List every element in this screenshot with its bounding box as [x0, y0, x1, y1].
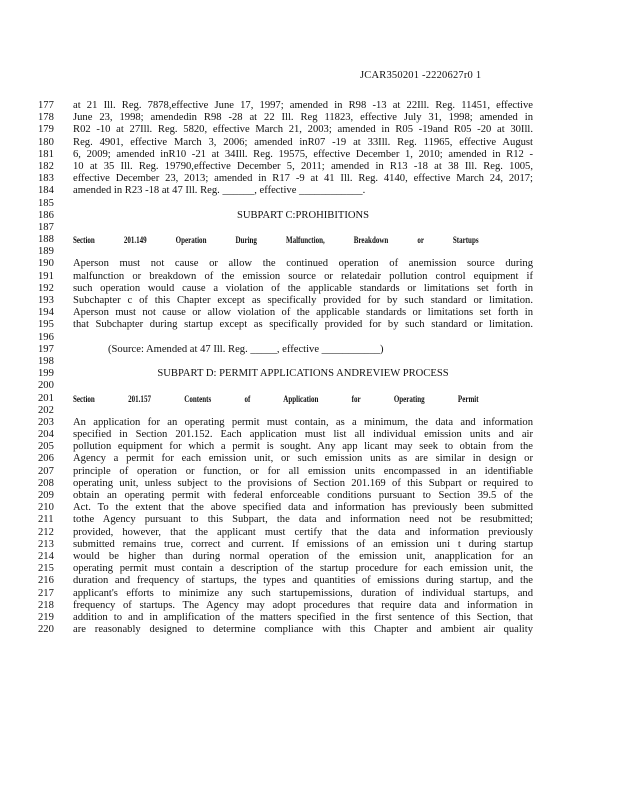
- document-line: [0, 307, 618, 319]
- line-number: 216: [38, 575, 54, 587]
- line-number: 198: [38, 355, 54, 367]
- line-number: 196: [38, 331, 54, 343]
- document-line: [0, 137, 618, 149]
- subpart-heading: SUBPART C:PROHIBITIONS: [236, 209, 370, 221]
- line-number: 206: [38, 453, 54, 465]
- line-number: 200: [38, 380, 54, 392]
- document-line: [0, 453, 618, 465]
- document-line: [0, 502, 618, 514]
- line-text: duration and frequency of startups, the types and quantities of emissions during startup, and the: [73, 575, 533, 587]
- document-line: [0, 222, 618, 234]
- line-number: 184: [38, 185, 54, 197]
- line-number: 211: [38, 514, 54, 526]
- line-number: 209: [38, 490, 54, 501]
- document-line: [0, 514, 618, 526]
- line-text: amended in R23 -18 at 47 Ill. Reg. ______, effective ____________.: [73, 185, 366, 197]
- document-line: [0, 612, 618, 624]
- document-line: [0, 624, 618, 636]
- line-text: Act. To the extent that the above specified data and information has previously been submitted: [73, 502, 533, 514]
- line-text: R02 -10 at 27Ill. Reg. 5820, effective March 21, 2003; amended in R05 -19and R05 -20 at 30Ill.: [73, 124, 533, 136]
- line-number: 213: [38, 538, 54, 550]
- line-number: 220: [38, 624, 54, 636]
- line-text: Reg. 4901, effective March 3, 2006; amended inR07 -19 at 33Ill. Reg. 11965, effective August: [73, 136, 533, 148]
- line-text: An application for an operating permit must contain, as a minimum, the data and information: [73, 416, 533, 428]
- line-number: 217: [38, 587, 54, 599]
- line-number: 193: [38, 295, 54, 306]
- line-number: 202: [38, 404, 54, 416]
- document-line: [0, 173, 618, 185]
- document-line: [0, 551, 618, 563]
- line-number: 210: [38, 502, 54, 514]
- line-number: 214: [38, 550, 54, 562]
- document-line: [0, 405, 618, 417]
- line-text: specified in Section 201.152. Each application must list all individual emission units and air: [73, 429, 533, 441]
- line-number: 187: [38, 221, 54, 233]
- document-line: [0, 246, 618, 258]
- line-text: operating permit must contain a description of the startup procedure for each emission unit, the: [73, 563, 533, 575]
- document-line: [0, 588, 618, 600]
- line-number: 203: [38, 416, 54, 428]
- line-number: 205: [38, 441, 54, 453]
- line-number: 207: [38, 465, 54, 477]
- document-header: JCAR350201 -2220627r0 1: [360, 70, 482, 81]
- line-text: at 21 Ill. Reg. 7878,effective June 17, 1997; amended in R98 -13 at 22Ill. Reg. 11451, effective: [73, 100, 533, 111]
- document-line: [0, 380, 618, 392]
- document-line: [0, 271, 618, 283]
- line-number: 180: [38, 136, 54, 148]
- line-text: Agency a permit for each emission unit, or such emission units as are similar in design or: [73, 453, 533, 465]
- line-text: June 23, 1998; amendedin R98 -28 at 22 Ill. Reg 11823, effective July 31, 1998; amended in: [73, 112, 533, 124]
- line-number: 189: [38, 246, 54, 258]
- line-number: 197: [38, 343, 54, 355]
- line-text: Subchapter c of this Chapter except as specifically provided for by such standard or limitation.: [73, 295, 533, 306]
- document-line: [0, 112, 618, 124]
- line-number: 178: [38, 112, 54, 124]
- line-number: 186: [38, 209, 54, 221]
- document-line: [0, 332, 618, 344]
- document-line: [0, 295, 618, 307]
- line-text: provided, however, that the applicant must certify that the data and information previously: [73, 526, 533, 538]
- line-number: 219: [38, 611, 54, 623]
- line-number: 185: [38, 197, 54, 209]
- section-heading: Section 201.149 Operation During Malfunction, Breakdown or Startups: [73, 235, 479, 246]
- line-number: 177: [38, 100, 54, 111]
- line-number: 204: [38, 429, 54, 441]
- document-line: [0, 198, 618, 210]
- document-line: [0, 563, 618, 575]
- line-number: 201: [38, 392, 54, 404]
- line-text: such operation would cause a violation of the applicable standards or limitations set forth in: [73, 282, 533, 294]
- line-text: 10 at 35 Ill. Reg. 19790,effective December 5, 2011; amended in R13 -18 at 38 Ill. Reg. 1005,: [73, 160, 533, 172]
- document-line: [0, 124, 618, 136]
- line-text: Aperson must not cause or allow violation of the applicable standards or limitations set forth in: [73, 307, 533, 319]
- line-number: 218: [38, 599, 54, 611]
- line-number: 199: [38, 368, 54, 380]
- document-line: [0, 478, 618, 490]
- document-line: [0, 539, 618, 551]
- line-number: 194: [38, 307, 54, 319]
- line-number: 212: [38, 526, 54, 538]
- line-text: frequency of startups. The Agency may adopt procedures that require data and information in: [73, 599, 533, 611]
- line-number: 188: [38, 234, 54, 246]
- document-line: [0, 344, 618, 356]
- document-line: [0, 600, 618, 612]
- document-line: [0, 185, 618, 197]
- line-number: 192: [38, 282, 54, 294]
- line-text: operating unit, unless subject to the provisions of Section 201.169 of this Subpart or required to: [73, 477, 533, 489]
- line-text: 6, 2009; amended inR10 -21 at 34Ill. Reg. 19575, effective December 1, 2010; amended in R12 -: [73, 148, 533, 160]
- line-number: 181: [38, 148, 54, 160]
- document-line: [0, 258, 618, 270]
- section-heading: Section 201.157 Contents of Application for Operating Permit: [73, 393, 479, 404]
- line-text: applicant's efforts to minimize any such startupemissions, duration of individual startups, and: [73, 587, 533, 599]
- document-line: [0, 466, 618, 478]
- line-text: effective December 23, 2013; amended in R17 -9 at 41 Ill. Reg. 4140, effective March 24, 2017;: [73, 173, 533, 185]
- document-body: [0, 100, 618, 636]
- line-text: malfunction or breakdown of the emission source or relatedair pollution control equipment if: [73, 270, 533, 282]
- line-number: 191: [38, 270, 54, 282]
- line-text: principle of operation or function, or for all emission units encompassed in an identifiable: [73, 465, 533, 477]
- line-number: 182: [38, 160, 54, 172]
- document-line: [0, 575, 618, 587]
- line-text: would be higher than during normal operation of the emission unit, anapplication for an: [73, 550, 533, 562]
- line-text: addition to and in amplification of the matters specified in the first sentence of this Section, that: [73, 611, 533, 623]
- line-number: 208: [38, 477, 54, 489]
- document-line: [0, 319, 618, 331]
- line-number: 195: [38, 319, 54, 331]
- line-text: submitted remains true, correct and current. If emissions of an emission uni t during startup: [73, 538, 533, 550]
- line-text: that Subchapter during startup except as specifically provided for by such standard or limitation.: [73, 319, 533, 331]
- document-line: [0, 368, 618, 380]
- line-text: are reasonably designed to determine compliance with this Chapter and ambient air quality: [73, 624, 533, 636]
- line-text: tothe Agency pursuant to this Subpart, the data and information need not be resubmitted;: [73, 514, 533, 526]
- document-line: [0, 393, 618, 405]
- line-text: (Source: Amended at 47 Ill. Reg. _____, effective ___________): [108, 343, 384, 355]
- document-line: [0, 490, 618, 502]
- line-number: 215: [38, 563, 54, 575]
- subpart-heading: SUBPART D: PERMIT APPLICATIONS ANDREVIEW PROCESS: [157, 368, 449, 380]
- line-number: 183: [38, 173, 54, 185]
- document-line: [0, 210, 618, 222]
- document-line: [0, 417, 618, 429]
- document-line: [0, 161, 618, 173]
- line-text: Aperson must not cause or allow the continued operation of anemission source during: [73, 258, 533, 270]
- line-text: obtain an operating permit with federal enforceable conditions pursuant to Section 39.5 of the: [73, 490, 533, 501]
- document-line: [0, 283, 618, 295]
- line-number: 190: [38, 258, 54, 270]
- document-line: [0, 149, 618, 161]
- line-number: 179: [38, 124, 54, 136]
- document-line: [0, 429, 618, 441]
- document-line: [0, 356, 618, 368]
- document-line: [0, 441, 618, 453]
- document-line: [0, 234, 618, 246]
- document-line: [0, 100, 618, 112]
- line-text: pollution equipment for which a permit is sought. Any app licant may seek to obtain from the: [73, 441, 533, 453]
- document-line: [0, 527, 618, 539]
